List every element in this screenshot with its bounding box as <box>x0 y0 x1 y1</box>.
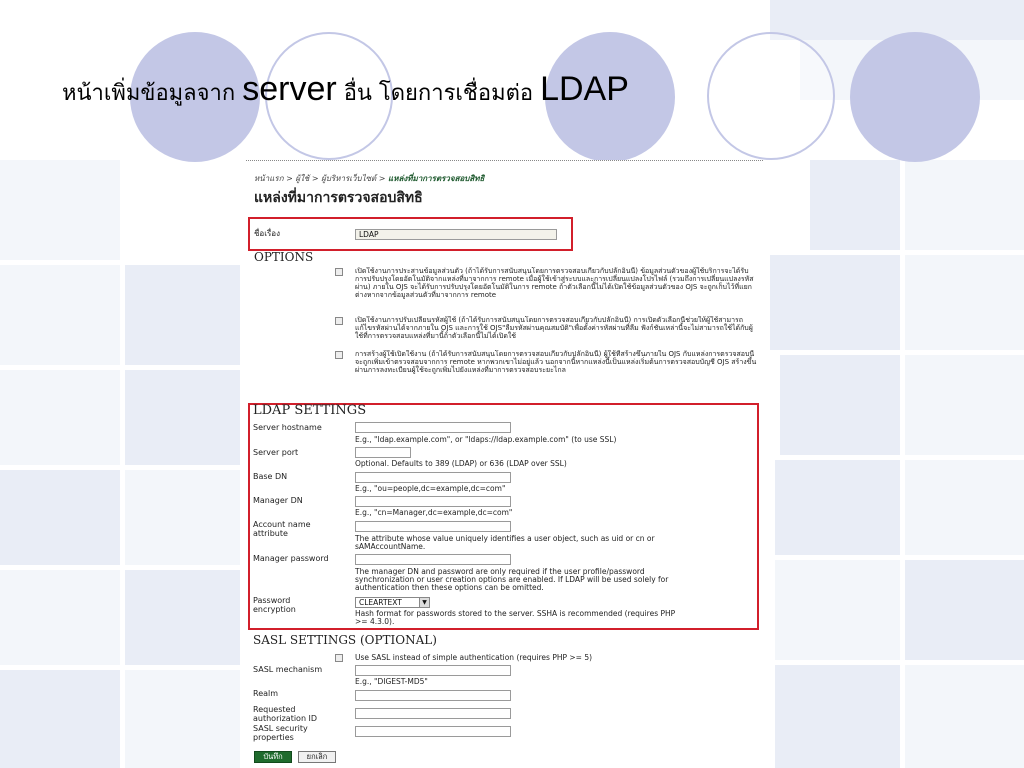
account-name-input[interactable] <box>355 521 511 532</box>
chevron-down-icon[interactable]: ▼ <box>419 598 429 607</box>
base-dn-label: Base DN <box>253 472 288 481</box>
account-name-label-line2: attribute <box>253 529 288 538</box>
sync-profile-checkbox[interactable] <box>335 268 343 276</box>
breadcrumb-separator: > <box>286 174 293 183</box>
options-heading: OPTIONS <box>254 250 314 264</box>
authz-id-label-line1: Requested <box>253 705 296 714</box>
sync-profile-text: เปิดใช้งานการประสานข้อมูลส่วนตัว (ถ้าได้รับการสนับสนุนโดยการตรวจสอบเกี่ยวกับปลั๊กอินนี้) ข้อมูลส่วนตัวของผู้ใช้บริการจะได้รับการปรับปรุงโดยอัตโนมัติจากแหล่งที่มาจากการ remote เมื่อผู้ใช้เข้าสู่ระบบและการเปลี่ยนแปลงโปรไฟล์ (รวมถึงการเปลี่ยนแปลงรหัสผ่าน) ภายใน OJS จะได้รับการปรับปรุงโดยอัตโนมัติในการ remote ถ้าตัวเลือกนี้ไม่ได้เปิดใช้ข้อมูลส่วนตัวของ OJS จะถูกเก็บไว้ที่แยกต่างหากจากข้อมูลส่วนตัวที่มาจากการ remote <box>355 267 754 299</box>
account-name-label-line1: Account name <box>253 520 311 529</box>
server-port-hint: Optional. Defaults to 389 (LDAP) or 636 (LDAP over SSL) <box>355 459 567 468</box>
server-hostname-hint: E.g., "ldap.example.com", or "ldaps://ldap.example.com" (to use SSL) <box>355 435 617 444</box>
slide-title-ldap: LDAP <box>540 70 629 108</box>
breadcrumb-current[interactable]: แหล่งที่มาการตรวจสอบสิทธิ <box>388 174 485 183</box>
breadcrumb-separator: > <box>378 174 386 183</box>
manager-dn-input[interactable] <box>355 496 511 507</box>
base-dn-input[interactable] <box>355 472 511 483</box>
password-encryption-selected: CLEARTEXT <box>359 598 402 607</box>
server-hostname-label: Server hostname <box>253 423 322 432</box>
manager-password-hint-line1: The manager DN and password are only required if the user profile/password <box>355 567 645 576</box>
realm-input[interactable] <box>355 690 511 701</box>
sasl-settings-heading: SASL SETTINGS (OPTIONAL) <box>253 633 437 647</box>
create-user-text: การสร้างผู้ใช้เปิดใช้งาน (ถ้าได้รับการสนับสนุนโดยการตรวจสอบเกี่ยวกับปลั๊กอินนี้) ผู้ใช้ที่สร้างขึ้นภายใน OJS กับแหล่งการตรวจสอบนี้จะถูกเพิ่มเข้าตรวจสอบจากการ remote หากพวกเขาไม่อยู่แล้ว นอกจากนี้หากแหล่งนี้เป็นแหล่งเริ่มต้นการตรวจสอบบัญชี OJS สร้างขึ้นผ่านการลงทะเบียนผู้ใช้จะถูกเพิ่มไปยังแหล่งที่มาการตรวจสอบระยะไกล <box>355 350 757 374</box>
server-port-input[interactable] <box>355 447 411 458</box>
breadcrumb-user[interactable]: ผู้ใช้ <box>295 174 310 183</box>
realm-label: Realm <box>253 689 279 698</box>
password-encryption-select[interactable] <box>355 597 430 608</box>
slide-title-middle: อื่น โดยการเชื่อมต่อ <box>343 81 534 106</box>
manager-password-label: Manager password <box>253 554 329 563</box>
authz-id-input[interactable] <box>355 708 511 719</box>
base-dn-hint: E.g., "ou=people,dc=example,dc=com" <box>355 484 506 493</box>
breadcrumb <box>254 172 484 185</box>
change-password-checkbox[interactable] <box>335 317 343 325</box>
server-port-label: Server port <box>253 448 299 457</box>
manager-password-hint-line2: synchronization or user creation options are enabled. If LDAP will be used solely for <box>355 575 669 584</box>
cancel-button[interactable]: ยกเลิก <box>298 751 336 763</box>
sasl-mechanism-hint: E.g., "DIGEST-MD5" <box>355 677 428 686</box>
use-sasl-label: Use SASL instead of simple authentication (requires PHP >= 5) <box>355 653 593 662</box>
title-input[interactable]: LDAP <box>355 229 557 240</box>
password-encryption-hint-line2: >= 4.3.0). <box>355 617 395 626</box>
breadcrumb-separator: > <box>311 174 319 183</box>
manager-password-hint-line3: authentication then these options can be omitted. <box>355 583 544 592</box>
slide-title <box>62 70 629 110</box>
account-name-hint-line1: The attribute whose value uniquely identifies a user object, such as uid or cn or <box>355 534 655 543</box>
auth-source-form-screenshot <box>246 160 763 768</box>
manager-dn-hint: E.g., "cn=Manager,dc=example,dc=com" <box>355 508 513 517</box>
use-sasl-checkbox[interactable] <box>335 654 343 662</box>
breadcrumb-admin[interactable]: ผู้บริหารเว็บไซต์ <box>321 174 377 183</box>
change-password-text: เปิดใช้งานการปรับเปลี่ยนรหัสผู้ใช้ (ถ้าได้รับการสนับสนุนโดยการตรวจสอบเกี่ยวกับปลั๊กอินนี้) การเปิดตัวเลือกนี้ช่วยให้ผู้ใช้สามารถแก้ไขรหัสผ่านได้จากภายใน OJS และการใช้ OJS"ลืมรหัสผ่านคุณสมบัติ"เพื่อตั้งค่ารหัสผ่านที่ลืม ฟังก์ชันเหล่านี้จะไม่สามารถใช้ได้กับผู้ใช้ที่การตรวจสอบแหล่งที่มานี้ถ้าตัวเลือกนี้ไม่ได้เปิดใช้ <box>355 316 753 340</box>
authz-id-label-line2: authorization ID <box>253 714 318 723</box>
password-encryption-label-line2: encryption <box>253 605 296 614</box>
breadcrumb-home[interactable]: หน้าแรก <box>254 174 284 183</box>
server-hostname-input[interactable] <box>355 422 511 433</box>
sasl-mechanism-input[interactable] <box>355 665 511 676</box>
sasl-security-label-line1: SASL security <box>253 724 308 733</box>
save-button[interactable]: บันทึก <box>254 751 292 763</box>
ldap-settings-heading: LDAP SETTINGS <box>253 403 367 418</box>
slide-title-server: server <box>242 70 337 108</box>
account-name-hint-line2: sAMAccountName. <box>355 542 426 551</box>
password-encryption-hint-line1: Hash format for passwords stored to the server. SSHA is recommended (requires PHP <box>355 609 676 618</box>
page-title: แหล่งที่มาการตรวจสอบสิทธิ <box>254 190 423 206</box>
slide-title-prefix: หน้าเพิ่มข้อมูลจาก <box>62 81 236 106</box>
manager-dn-label: Manager DN <box>253 496 303 505</box>
sasl-mechanism-label: SASL mechanism <box>253 665 323 674</box>
title-label: ชื่อเรื่อง <box>254 229 280 238</box>
password-encryption-label-line1: Password <box>253 596 291 605</box>
sasl-security-label-line2: properties <box>253 733 294 742</box>
sasl-security-input[interactable] <box>355 726 511 737</box>
create-user-checkbox[interactable] <box>335 351 343 359</box>
manager-password-input[interactable] <box>355 554 511 565</box>
